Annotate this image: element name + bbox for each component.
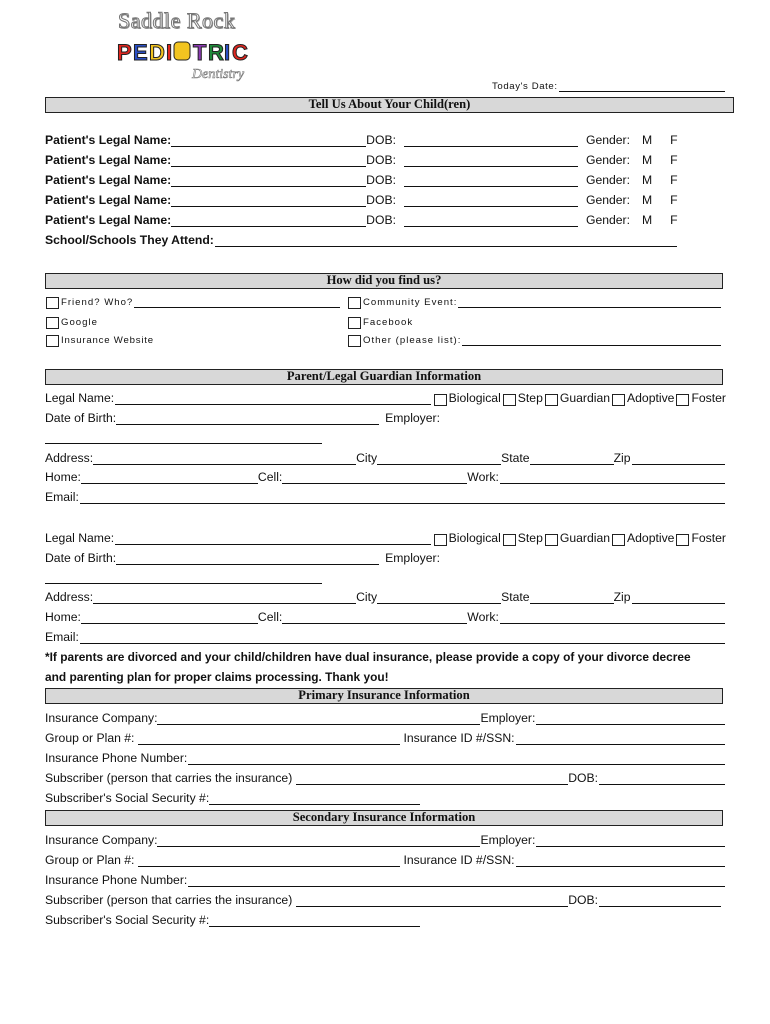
community-event-field[interactable] bbox=[458, 296, 721, 308]
cell-phone-field[interactable] bbox=[282, 612, 467, 624]
guardian-name-field[interactable] bbox=[115, 533, 431, 545]
divorce-note-line-2: and parenting plan for proper claims processing. Thank you! bbox=[45, 670, 389, 684]
guardian-address-row: Address: City State Zip bbox=[45, 449, 726, 465]
email-field[interactable] bbox=[80, 492, 725, 504]
step-checkbox[interactable] bbox=[503, 394, 516, 406]
guardian-dob-row: Date of Birth: Employer: bbox=[45, 411, 441, 425]
guardian-employer-field[interactable] bbox=[45, 574, 322, 584]
subscriber-row: Subscriber (person that carries the insurance) DOB: bbox=[45, 769, 726, 785]
patient-name-field[interactable] bbox=[171, 195, 366, 207]
subscriber-ssn-row: Subscriber's Social Security #: bbox=[45, 911, 726, 927]
foster-checkbox[interactable] bbox=[676, 534, 689, 546]
cell-phone-field[interactable] bbox=[282, 472, 467, 484]
address-field[interactable] bbox=[93, 592, 356, 604]
guardian-email-row: Email: bbox=[45, 488, 726, 504]
gender-m-option[interactable]: M bbox=[642, 133, 653, 147]
guardian-employer-field[interactable] bbox=[45, 434, 322, 444]
city-field[interactable] bbox=[377, 592, 501, 604]
gender-f-option[interactable]: F bbox=[670, 213, 678, 227]
insurance-website-checkbox[interactable] bbox=[46, 335, 59, 347]
patient-row: Patient's Legal Name: DOB: Gender: M F bbox=[45, 193, 678, 207]
insurance-employer-field[interactable] bbox=[536, 713, 725, 725]
city-field[interactable] bbox=[377, 453, 501, 465]
subscriber-name-field[interactable] bbox=[296, 773, 568, 785]
friend-checkbox[interactable] bbox=[46, 297, 59, 309]
logo-line-dentistry: Dentistry bbox=[192, 67, 245, 82]
guardian-dob-field[interactable] bbox=[116, 413, 379, 425]
biological-checkbox[interactable] bbox=[434, 534, 447, 546]
guardian-name-row: Legal Name: Biological Step Guardian Adoptive Foster bbox=[45, 531, 726, 545]
patient-dob-field[interactable] bbox=[404, 215, 578, 227]
patient-row: Patient's Legal Name: DOB: Gender: M F bbox=[45, 173, 678, 187]
subscriber-dob-field[interactable] bbox=[599, 895, 721, 907]
patient-name-field[interactable] bbox=[171, 215, 366, 227]
todays-date-label: Today's Date: bbox=[492, 81, 558, 92]
insurance-group-field[interactable] bbox=[138, 733, 400, 745]
svg-text:T: T bbox=[193, 40, 207, 65]
referral-other: Other (please list): bbox=[346, 330, 722, 346]
svg-text:C: C bbox=[232, 40, 248, 65]
insurance-group-field[interactable] bbox=[138, 855, 400, 867]
todays-date-field[interactable] bbox=[559, 80, 725, 92]
section-header-parent: Parent/Legal Guardian Information bbox=[45, 369, 723, 385]
guardian-dob-field[interactable] bbox=[116, 553, 379, 565]
subscriber-ssn-row: Subscriber's Social Security #: bbox=[45, 789, 726, 805]
logo-pediatric-lettering bbox=[116, 36, 261, 66]
logo-line-saddle-rock: Saddle Rock bbox=[118, 8, 236, 33]
todays-date-row bbox=[492, 76, 726, 92]
adoptive-checkbox[interactable] bbox=[612, 394, 625, 406]
gender-f-option[interactable]: F bbox=[670, 153, 678, 167]
school-row bbox=[45, 231, 678, 247]
gender-m-option[interactable]: M bbox=[642, 213, 653, 227]
insurance-company-row: Insurance Company: Employer: bbox=[45, 709, 726, 725]
insurance-phone-row: Insurance Phone Number: bbox=[45, 749, 726, 765]
svg-text:E: E bbox=[133, 40, 148, 65]
state-field[interactable] bbox=[530, 453, 614, 465]
logo-line-pediatric bbox=[116, 36, 261, 66]
svg-text:I: I bbox=[166, 40, 173, 65]
section-header-secondary-insurance: Secondary Insurance Information bbox=[45, 810, 723, 826]
address-field[interactable] bbox=[93, 453, 356, 465]
patient-dob-field[interactable] bbox=[404, 135, 578, 147]
patient-name-field[interactable] bbox=[171, 155, 366, 167]
other-field[interactable] bbox=[462, 334, 721, 346]
insurance-company-field[interactable] bbox=[157, 713, 480, 725]
subscriber-dob-field[interactable] bbox=[599, 773, 725, 785]
guardian-name-row: Legal Name: Biological Step Guardian Adoptive Foster bbox=[45, 391, 726, 405]
patient-dob-field[interactable] bbox=[404, 155, 578, 167]
referral-friend: Friend? Who? bbox=[44, 292, 341, 308]
guardian-name-field[interactable] bbox=[115, 393, 431, 405]
section-header-children: Tell Us About Your Child(ren) bbox=[45, 97, 734, 113]
svg-text:R: R bbox=[208, 40, 224, 65]
insurance-phone-row: Insurance Phone Number: bbox=[45, 871, 726, 887]
foster-checkbox[interactable] bbox=[676, 394, 689, 406]
other-checkbox[interactable] bbox=[348, 335, 361, 347]
insurance-employer-field[interactable] bbox=[536, 835, 725, 847]
insurance-group-row: Group or Plan #: Insurance ID #/SSN: bbox=[45, 851, 726, 867]
gender-f-option[interactable]: F bbox=[670, 133, 678, 147]
referral-community: Community Event: bbox=[346, 292, 722, 308]
svg-text:P: P bbox=[117, 40, 132, 65]
insurance-id-field[interactable] bbox=[516, 855, 725, 867]
school-field[interactable] bbox=[215, 235, 677, 247]
step-checkbox[interactable] bbox=[503, 534, 516, 546]
insurance-phone-field[interactable] bbox=[188, 753, 725, 765]
section-header-primary-insurance: Primary Insurance Information bbox=[45, 688, 723, 704]
referral-facebook: Facebook bbox=[346, 312, 413, 328]
divorce-note-line-1: *If parents are divorced and your child/children have dual insurance, please provide a copy of your divorce decree bbox=[45, 650, 691, 664]
guardian-address-row: Address: City State Zip bbox=[45, 588, 726, 604]
patient-name-field[interactable] bbox=[171, 175, 366, 187]
email-field[interactable] bbox=[80, 632, 725, 644]
guardian-checkbox[interactable] bbox=[545, 534, 558, 546]
svg-text:I: I bbox=[224, 40, 231, 65]
guardian-checkbox[interactable] bbox=[545, 394, 558, 406]
zip-field[interactable] bbox=[632, 453, 725, 465]
guardian-dob-row: Date of Birth: Employer: bbox=[45, 551, 441, 565]
guardian-phone-row: Home: Cell: Work: bbox=[45, 608, 726, 624]
insurance-company-field[interactable] bbox=[157, 835, 480, 847]
google-checkbox[interactable] bbox=[46, 317, 59, 329]
gender-m-option[interactable]: M bbox=[642, 193, 653, 207]
guardian-phone-row: Home: Cell: Work: bbox=[45, 468, 726, 484]
community-event-checkbox[interactable] bbox=[348, 297, 361, 309]
work-phone-field[interactable] bbox=[500, 612, 725, 624]
zip-field[interactable] bbox=[632, 592, 725, 604]
biological-checkbox[interactable] bbox=[434, 394, 447, 406]
state-field[interactable] bbox=[530, 592, 614, 604]
gender-m-option[interactable]: M bbox=[642, 153, 653, 167]
svg-text:D: D bbox=[149, 40, 165, 65]
patient-row: Patient's Legal Name: DOB: Gender: M F bbox=[45, 153, 678, 167]
patient-dob-field[interactable] bbox=[404, 195, 578, 207]
friend-name-field[interactable] bbox=[134, 296, 340, 308]
patient-dob-field[interactable] bbox=[404, 175, 578, 187]
section-header-find-us: How did you find us? bbox=[45, 273, 723, 289]
insurance-phone-field[interactable] bbox=[188, 875, 725, 887]
gender-m-option[interactable]: M bbox=[642, 173, 653, 187]
patient-row: Patient's Legal Name: DOB: Gender: M F bbox=[45, 133, 678, 147]
guardian-email-row: Email: bbox=[45, 628, 726, 644]
insurance-group-row: Group or Plan #: Insurance ID #/SSN: bbox=[45, 729, 726, 745]
insurance-id-field[interactable] bbox=[516, 733, 725, 745]
referral-insurance-website: Insurance Website bbox=[44, 330, 154, 346]
work-phone-field[interactable] bbox=[500, 472, 725, 484]
practice-logo bbox=[112, 8, 262, 86]
school-label: School/Schools They Attend: bbox=[45, 233, 214, 247]
insurance-company-row: Insurance Company: Employer: bbox=[45, 831, 726, 847]
subscriber-row: Subscriber (person that carries the insurance) DOB: bbox=[45, 891, 722, 907]
referral-google: Google bbox=[44, 312, 98, 328]
adoptive-checkbox[interactable] bbox=[612, 534, 625, 546]
subscriber-ssn-field[interactable] bbox=[209, 915, 420, 927]
home-phone-field[interactable] bbox=[81, 612, 258, 624]
patient-row: Patient's Legal Name: DOB: Gender: M F bbox=[45, 213, 678, 227]
subscriber-ssn-field[interactable] bbox=[209, 793, 420, 805]
home-phone-field[interactable] bbox=[81, 472, 258, 484]
gender-f-option[interactable]: F bbox=[670, 173, 678, 187]
facebook-checkbox[interactable] bbox=[348, 317, 361, 329]
gender-f-option[interactable]: F bbox=[670, 193, 678, 207]
subscriber-name-field[interactable] bbox=[296, 895, 568, 907]
patient-name-field[interactable] bbox=[171, 135, 366, 147]
